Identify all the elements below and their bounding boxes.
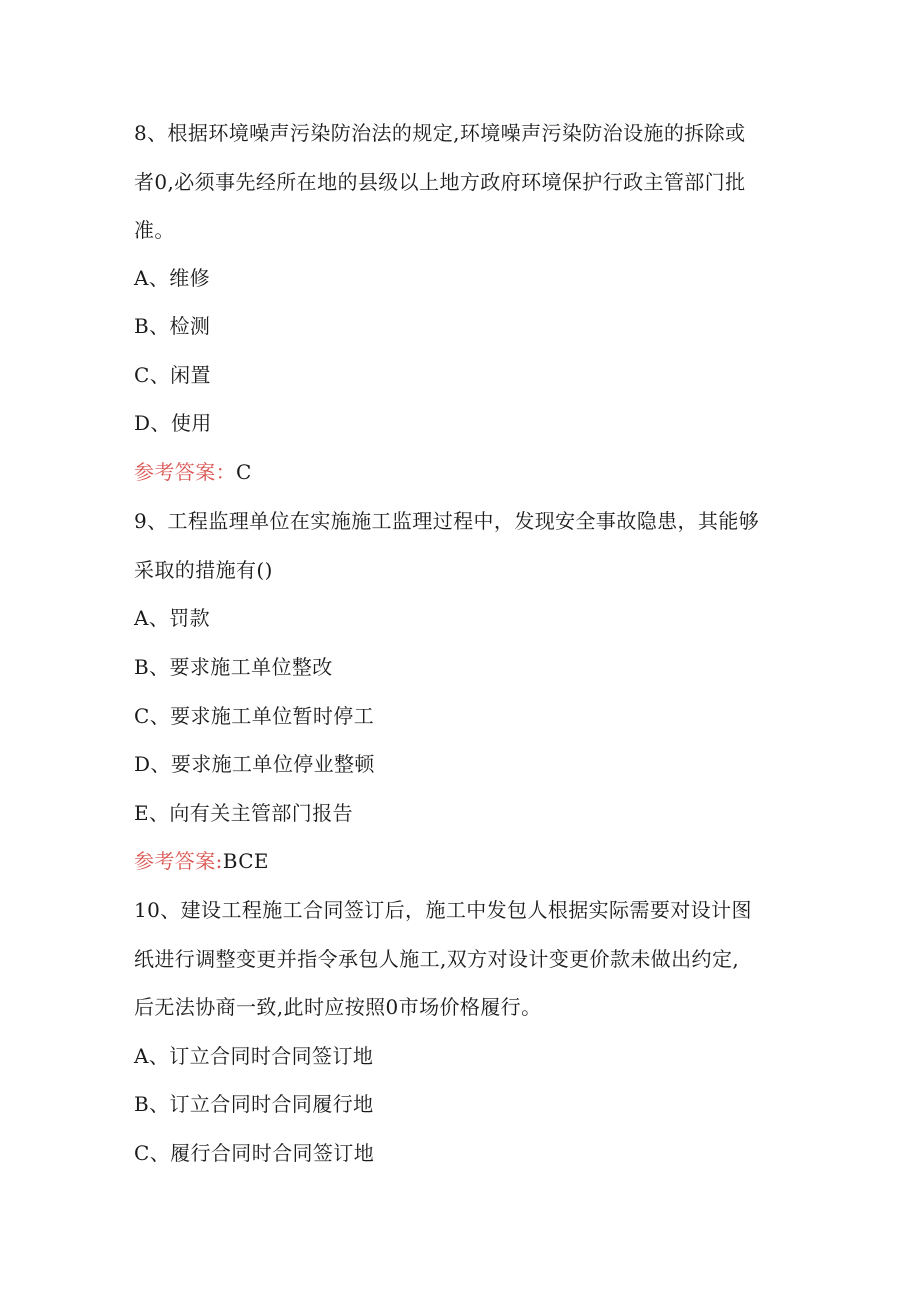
question-9-option-c: C、要求施工单位暂时停工 [134,704,375,728]
question-8-option-a: A、维修 [134,266,211,290]
question-10-stem-line-1: 10、建设工程施工合同签订后，施工中发包人根据实际需要对设计图 [134,898,752,922]
question-10-stem-line-2: 纸进行调整变更并指令承包人施工,双方对设计变更价款未做出约定, [134,947,740,971]
question-9-stem-line-2: 采取的措施有() [134,558,273,582]
question-8-answer [134,458,794,486]
question-8-stem-line-1: 8、根据环境噪声污染防治法的规定,环境噪声污染防治设施的拆除或 [134,121,746,145]
question-10-stem-line-3: 后无法协商一致,此时应按照0市场价格履行。 [134,995,542,1019]
question-9-stem-line-1: 9、工程监理单位在实施施工监理过程中，发现安全事故隐患，其能够 [134,509,760,533]
answer-label: 参考答案: [134,849,223,873]
question-8-option-d: D、使用 [134,411,212,435]
question-10-option-b: B、订立合同时合同履行地 [134,1092,374,1116]
question-9-option-a: A、罚款 [134,606,211,630]
question-10-option-a: A、订立合同时合同签订地 [134,1044,374,1068]
answer-value: BCE [222,849,269,873]
question-8-stem-line-3: 准。 [134,218,175,242]
question-9-option-d: D、要求施工单位停业整顿 [134,752,375,776]
question-8-option-c: C、闲置 [134,363,211,387]
question-8-option-b: B、检测 [134,314,211,338]
question-9-option-b: B、要求施工单位整改 [134,655,333,679]
answer-value: C [236,460,252,484]
answer-label: 参考答案： [134,460,236,484]
question-8-stem-line-2: 者0,必须事先经所在地的县级以上地方政府环境保护行政主管部门批 [134,170,746,194]
question-9-option-e: E、向有关主管部门报告 [134,801,353,825]
question-9-answer [134,847,794,875]
question-10-option-c: C、履行合同时合同签订地 [134,1141,375,1165]
